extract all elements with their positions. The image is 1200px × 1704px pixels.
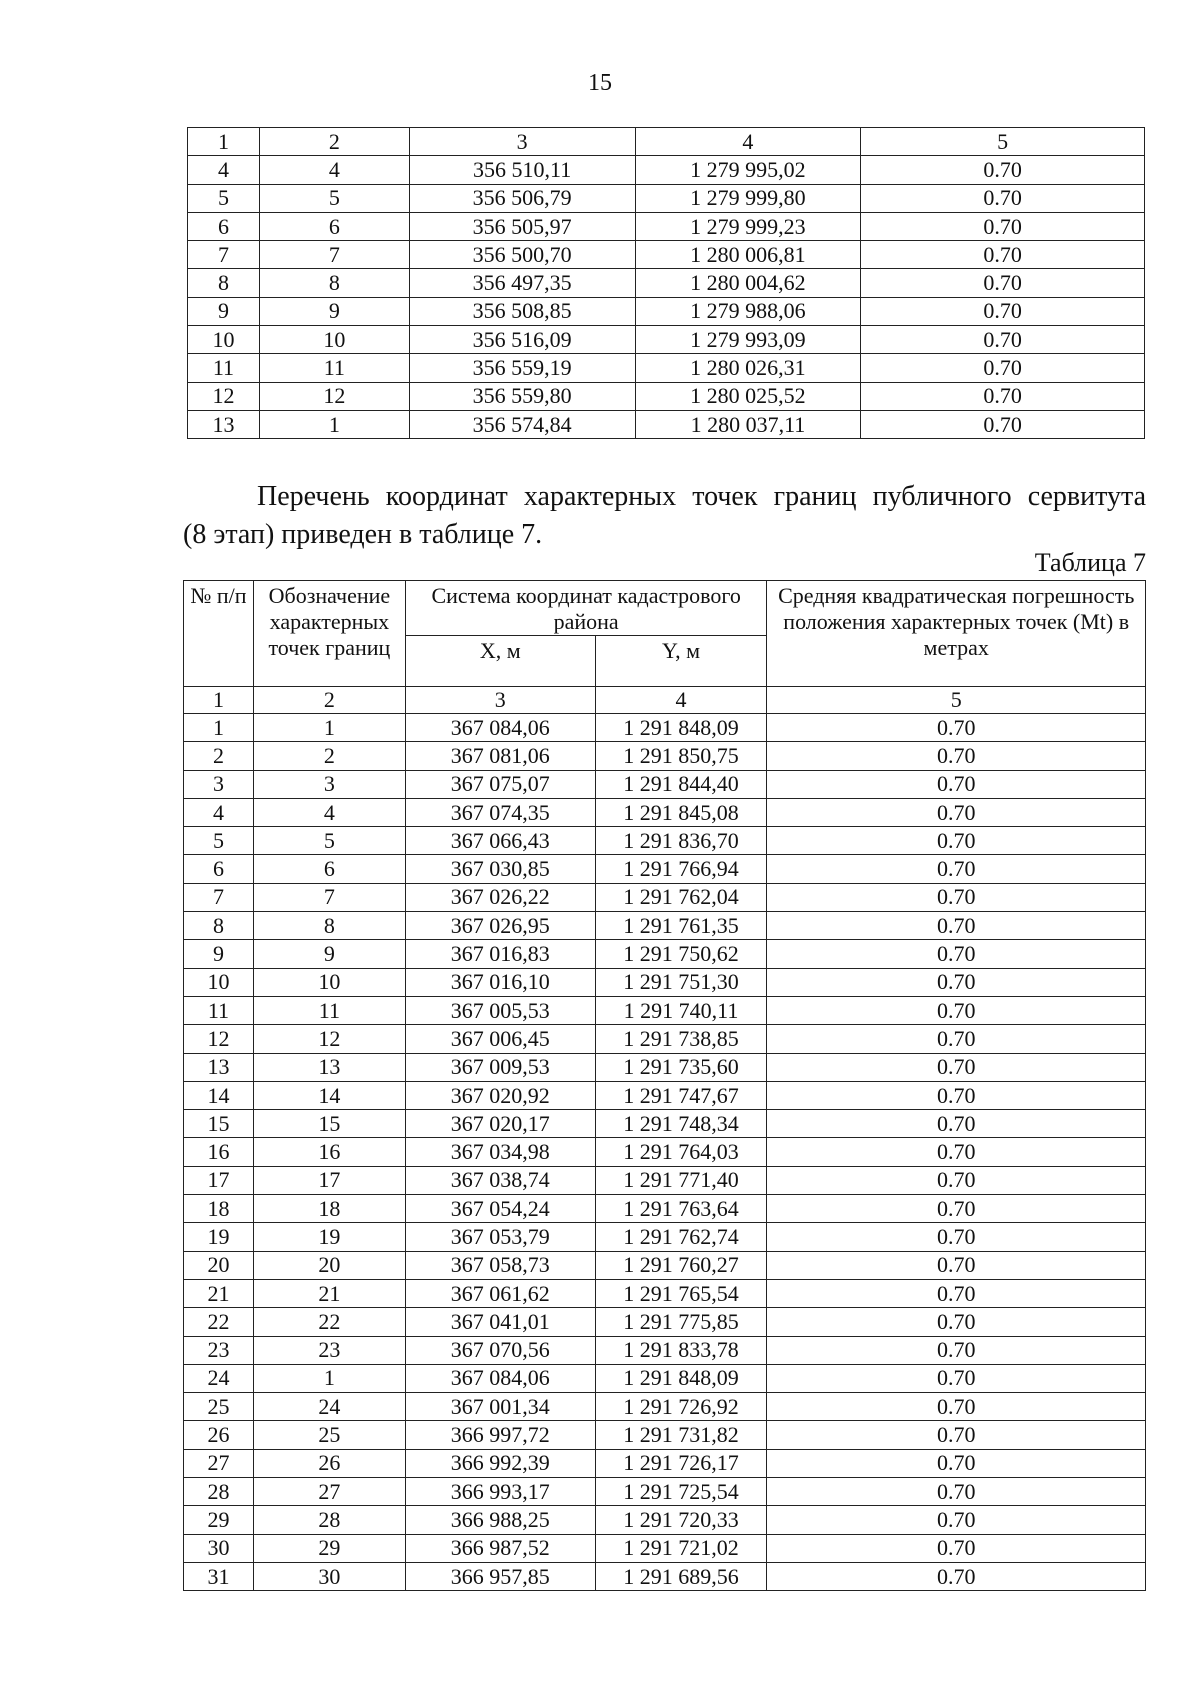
table-cell: 0.70	[767, 940, 1146, 968]
table-cell: 1 291 735,60	[595, 1053, 767, 1081]
table-cell: 11	[253, 996, 405, 1024]
table-row	[184, 1195, 1146, 1223]
table-cell: 0.70	[861, 269, 1145, 297]
table-cell: 20	[253, 1251, 405, 1279]
table-cell: 0.70	[767, 1421, 1146, 1449]
table-cell: 4	[188, 156, 260, 184]
table-cell: 1 280 006,81	[635, 241, 861, 269]
table-row	[184, 1478, 1146, 1506]
table-cell: 367 081,06	[405, 742, 595, 770]
column-number: 4	[595, 687, 767, 714]
table-cell: 1	[259, 410, 409, 438]
table-cell: 1 280 037,11	[635, 410, 861, 438]
table-cell: 24	[184, 1364, 254, 1392]
table-cell: 0.70	[767, 1336, 1146, 1364]
table-cell: 367 058,73	[405, 1251, 595, 1279]
table-cell: 8	[184, 912, 254, 940]
table-row	[184, 1393, 1146, 1421]
table-cell: 1 291 763,64	[595, 1195, 767, 1223]
table-cell: 1 291 747,67	[595, 1081, 767, 1109]
table-cell: 0.70	[767, 1279, 1146, 1307]
table-row	[184, 855, 1146, 883]
table-cell: 356 500,70	[409, 241, 635, 269]
table-cell: 28	[184, 1478, 254, 1506]
table-cell: 356 497,35	[409, 269, 635, 297]
table-cell: 9	[253, 940, 405, 968]
table-cell: 367 034,98	[405, 1138, 595, 1166]
table-cell: 10	[259, 326, 409, 354]
table-cell: 1 291 689,56	[595, 1562, 767, 1590]
table-cell: 17	[184, 1166, 254, 1194]
table-cell: 1 291 762,74	[595, 1223, 767, 1251]
table-cell: 3	[184, 770, 254, 798]
table-row	[188, 410, 1145, 438]
table-cell: 1 291 760,27	[595, 1251, 767, 1279]
header-coordinate-system: Система координат кадастрового района	[405, 581, 767, 636]
table-cell: 1 279 999,80	[635, 184, 861, 212]
table-cell: 1 280 026,31	[635, 354, 861, 382]
table-row	[188, 354, 1145, 382]
table-cell: 10	[188, 326, 260, 354]
column-number: 2	[259, 128, 409, 156]
column-number: 3	[409, 128, 635, 156]
table-cell: 19	[184, 1223, 254, 1251]
table-cell: 366 988,25	[405, 1506, 595, 1534]
table1-body	[188, 156, 1145, 439]
table-cell: 366 997,72	[405, 1421, 595, 1449]
table-cell: 26	[184, 1421, 254, 1449]
table-row	[184, 883, 1146, 911]
table-cell: 8	[259, 269, 409, 297]
table-cell: 12	[259, 382, 409, 410]
table-cell: 367 001,34	[405, 1393, 595, 1421]
table-cell: 367 053,79	[405, 1223, 595, 1251]
table-cell: 1 291 726,92	[595, 1393, 767, 1421]
table-cell: 366 957,85	[405, 1562, 595, 1590]
table-cell: 1 291 761,35	[595, 912, 767, 940]
table-cell: 2	[253, 742, 405, 770]
table-cell: 1	[253, 1364, 405, 1392]
page-number: 15	[588, 70, 612, 96]
table-cell: 11	[259, 354, 409, 382]
table-cell: 4	[184, 798, 254, 826]
table-cell: 4	[259, 156, 409, 184]
table-cell: 1 291 764,03	[595, 1138, 767, 1166]
table-cell: 0.70	[767, 827, 1146, 855]
table-cell: 1 291 765,54	[595, 1279, 767, 1307]
intro-paragraph	[183, 478, 1146, 554]
table-cell: 1 291 845,08	[595, 798, 767, 826]
table-row	[188, 212, 1145, 240]
header-num: № п/п	[184, 581, 254, 687]
table-cell: 25	[253, 1421, 405, 1449]
table-row	[188, 326, 1145, 354]
table-cell: 0.70	[861, 297, 1145, 325]
table-cell: 367 066,43	[405, 827, 595, 855]
table-row	[184, 1138, 1146, 1166]
table-cell: 0.70	[767, 1534, 1146, 1562]
table2-body	[184, 714, 1146, 1591]
table-cell: 0.70	[861, 241, 1145, 269]
table-cell: 366 992,39	[405, 1449, 595, 1477]
table-cell: 367 016,83	[405, 940, 595, 968]
table-cell: 0.70	[767, 1506, 1146, 1534]
table-cell: 1 279 999,23	[635, 212, 861, 240]
table-row	[184, 1562, 1146, 1590]
table-cell: 0.70	[767, 770, 1146, 798]
table-row	[184, 1364, 1146, 1392]
table-row	[184, 1506, 1146, 1534]
table-cell: 5	[184, 827, 254, 855]
table-cell: 367 020,17	[405, 1110, 595, 1138]
table-row	[184, 1053, 1146, 1081]
table-cell: 0.70	[767, 1478, 1146, 1506]
table-cell: 0.70	[767, 1053, 1146, 1081]
table-cell: 31	[184, 1562, 254, 1590]
table-row	[184, 770, 1146, 798]
table-cell: 0.70	[767, 1251, 1146, 1279]
table-cell: 0.70	[767, 883, 1146, 911]
table-cell: 10	[184, 968, 254, 996]
table-cell: 356 508,85	[409, 297, 635, 325]
table-cell: 0.70	[861, 354, 1145, 382]
table-cell: 367 006,45	[405, 1025, 595, 1053]
table-cell: 367 038,74	[405, 1166, 595, 1194]
table-cell: 29	[184, 1506, 254, 1534]
table-cell: 18	[184, 1195, 254, 1223]
table-row	[184, 1025, 1146, 1053]
column-number: 5	[861, 128, 1145, 156]
table-row	[184, 940, 1146, 968]
table-cell: 0.70	[767, 1195, 1146, 1223]
table-cell: 1 291 836,70	[595, 827, 767, 855]
table-cell: 1 291 740,11	[595, 996, 767, 1024]
table-cell: 30	[253, 1562, 405, 1590]
table-cell: 22	[253, 1308, 405, 1336]
table-cell: 19	[253, 1223, 405, 1251]
table-cell: 5	[253, 827, 405, 855]
table-cell: 367 041,01	[405, 1308, 595, 1336]
table-cell: 1 291 748,34	[595, 1110, 767, 1138]
table-row	[188, 382, 1145, 410]
table-cell: 356 506,79	[409, 184, 635, 212]
table-cell: 367 005,53	[405, 996, 595, 1024]
table-cell: 14	[253, 1081, 405, 1109]
table-cell: 2	[184, 742, 254, 770]
table-cell: 367 074,35	[405, 798, 595, 826]
table-cell: 24	[253, 1393, 405, 1421]
table-cell: 17	[253, 1166, 405, 1194]
table-cell: 12	[184, 1025, 254, 1053]
table-cell: 29	[253, 1534, 405, 1562]
table-row	[188, 156, 1145, 184]
table-row	[188, 297, 1145, 325]
table-cell: 1 291 850,75	[595, 742, 767, 770]
table-cell: 13	[184, 1053, 254, 1081]
table-cell: 11	[184, 996, 254, 1024]
column-number: 1	[188, 128, 260, 156]
table-cell: 28	[253, 1506, 405, 1534]
table-cell: 0.70	[767, 742, 1146, 770]
table-row	[184, 1449, 1146, 1477]
column-number: 3	[405, 687, 595, 714]
table-cell: 367 084,06	[405, 714, 595, 742]
table-cell: 367 016,10	[405, 968, 595, 996]
column-number: 2	[253, 687, 405, 714]
table-cell: 367 070,56	[405, 1336, 595, 1364]
header-designation: Обозначение характерных точек границ	[253, 581, 405, 687]
table-cell: 367 084,06	[405, 1364, 595, 1392]
table-cell: 7	[253, 883, 405, 911]
table-cell: 14	[184, 1081, 254, 1109]
intro-line: (8 этап) приведен в таблице 7.	[183, 519, 543, 550]
table-row	[184, 912, 1146, 940]
table-cell: 12	[253, 1025, 405, 1053]
table-cell: 0.70	[767, 855, 1146, 883]
table-cell: 21	[184, 1279, 254, 1307]
table-row	[188, 241, 1145, 269]
table-row	[184, 827, 1146, 855]
column-number-row	[188, 128, 1145, 156]
table-cell: 356 505,97	[409, 212, 635, 240]
table-row	[184, 742, 1146, 770]
table-row	[184, 714, 1146, 742]
table-cell: 0.70	[861, 184, 1145, 212]
table-cell: 0.70	[767, 1364, 1146, 1392]
table-cell: 356 559,80	[409, 382, 635, 410]
table-cell: 16	[184, 1138, 254, 1166]
table-cell: 6	[259, 212, 409, 240]
table-cell: 367 026,95	[405, 912, 595, 940]
table-row	[188, 184, 1145, 212]
table-cell: 367 026,22	[405, 883, 595, 911]
table-cell: 1 291 751,30	[595, 968, 767, 996]
table-cell: 0.70	[767, 1110, 1146, 1138]
table-cell: 15	[184, 1110, 254, 1138]
table-cell: 27	[184, 1449, 254, 1477]
table-cell: 1 291 833,78	[595, 1336, 767, 1364]
table-cell: 4	[253, 798, 405, 826]
table-row	[184, 1421, 1146, 1449]
table-cell: 367 075,07	[405, 770, 595, 798]
table-cell: 16	[253, 1138, 405, 1166]
table-cell: 0.70	[767, 798, 1146, 826]
column-number-row	[184, 687, 1146, 714]
table-cell: 11	[188, 354, 260, 382]
table-cell: 0.70	[767, 1081, 1146, 1109]
table-cell: 356 559,19	[409, 354, 635, 382]
header-error: Средняя квадратическая погрешность положения характерных точек (Mt) в метрах	[767, 581, 1146, 687]
table-cell: 13	[188, 410, 260, 438]
table-cell: 1 291 766,94	[595, 855, 767, 883]
table-cell: 27	[253, 1478, 405, 1506]
table-cell: 1 279 993,09	[635, 326, 861, 354]
table-cell: 26	[253, 1449, 405, 1477]
coordinates-table-continued	[187, 127, 1145, 439]
table-cell: 7	[259, 241, 409, 269]
table-row	[184, 1223, 1146, 1251]
table-cell: 1 291 725,54	[595, 1478, 767, 1506]
table-cell: 367 020,92	[405, 1081, 595, 1109]
column-number: 5	[767, 687, 1146, 714]
table-cell: 0.70	[767, 714, 1146, 742]
table-cell: 366 987,52	[405, 1534, 595, 1562]
table-cell: 367 061,62	[405, 1279, 595, 1307]
table-row	[188, 269, 1145, 297]
table-cell: 5	[188, 184, 260, 212]
table-cell: 356 510,11	[409, 156, 635, 184]
table-cell: 13	[253, 1053, 405, 1081]
table-cell: 1 280 004,62	[635, 269, 861, 297]
header-y: Y, м	[595, 636, 767, 687]
table-row	[184, 1166, 1146, 1194]
table-cell: 18	[253, 1195, 405, 1223]
table-row	[184, 996, 1146, 1024]
table-row	[184, 1279, 1146, 1307]
table-cell: 10	[253, 968, 405, 996]
table-cell: 1 291 771,40	[595, 1166, 767, 1194]
table-cell: 9	[259, 297, 409, 325]
table-cell: 0.70	[767, 968, 1146, 996]
table-cell: 0.70	[861, 326, 1145, 354]
table-cell: 1 291 720,33	[595, 1506, 767, 1534]
table-cell: 23	[184, 1336, 254, 1364]
table-cell: 367 054,24	[405, 1195, 595, 1223]
table-caption: Таблица 7	[1034, 548, 1146, 577]
table-cell: 1 279 995,02	[635, 156, 861, 184]
table-cell: 12	[188, 382, 260, 410]
table-cell: 1 291 750,62	[595, 940, 767, 968]
table-cell: 1	[184, 714, 254, 742]
table-cell: 20	[184, 1251, 254, 1279]
table-cell: 356 516,09	[409, 326, 635, 354]
table-cell: 0.70	[767, 1223, 1146, 1251]
table-row	[184, 1308, 1146, 1336]
table-cell: 0.70	[767, 912, 1146, 940]
column-number: 1	[184, 687, 254, 714]
table-cell: 22	[184, 1308, 254, 1336]
header-x: X, м	[405, 636, 595, 687]
table-cell: 8	[253, 912, 405, 940]
table-cell: 366 993,17	[405, 1478, 595, 1506]
table-cell: 0.70	[767, 996, 1146, 1024]
table-cell: 1 291 731,82	[595, 1421, 767, 1449]
table-cell: 0.70	[767, 1138, 1146, 1166]
table-row	[184, 1534, 1146, 1562]
table-row	[184, 1251, 1146, 1279]
table-cell: 23	[253, 1336, 405, 1364]
header-row	[184, 581, 1146, 636]
table-cell: 0.70	[767, 1025, 1146, 1053]
table-cell: 6	[188, 212, 260, 240]
table-cell: 1 291 775,85	[595, 1308, 767, 1336]
table-cell: 1 280 025,52	[635, 382, 861, 410]
table-cell: 0.70	[861, 156, 1145, 184]
intro-line: Перечень координат характерных точек границ публичного сервитута	[257, 481, 1146, 512]
table-cell: 367 030,85	[405, 855, 595, 883]
table-cell: 1 291 762,04	[595, 883, 767, 911]
table-cell: 1 291 721,02	[595, 1534, 767, 1562]
table-cell: 0.70	[767, 1308, 1146, 1336]
table-cell: 0.70	[767, 1166, 1146, 1194]
table-cell: 15	[253, 1110, 405, 1138]
table-cell: 356 574,84	[409, 410, 635, 438]
table-cell: 7	[188, 241, 260, 269]
table-cell: 9	[188, 297, 260, 325]
table-cell: 1 291 848,09	[595, 714, 767, 742]
table-cell: 0.70	[767, 1393, 1146, 1421]
table-cell: 7	[184, 883, 254, 911]
table-cell: 367 009,53	[405, 1053, 595, 1081]
table-cell: 21	[253, 1279, 405, 1307]
table-cell: 8	[188, 269, 260, 297]
table-cell: 1 291 844,40	[595, 770, 767, 798]
table-cell: 0.70	[861, 382, 1145, 410]
table-row	[184, 1336, 1146, 1364]
table-cell: 0.70	[861, 410, 1145, 438]
table-cell: 6	[184, 855, 254, 883]
table-cell: 1 279 988,06	[635, 297, 861, 325]
table-cell: 0.70	[767, 1449, 1146, 1477]
table-cell: 0.70	[861, 212, 1145, 240]
table-cell: 1 291 848,09	[595, 1364, 767, 1392]
table-cell: 25	[184, 1393, 254, 1421]
table-cell: 1	[253, 714, 405, 742]
table-row	[184, 1110, 1146, 1138]
table-cell: 0.70	[767, 1562, 1146, 1590]
table-cell: 30	[184, 1534, 254, 1562]
table-cell: 6	[253, 855, 405, 883]
table-cell: 9	[184, 940, 254, 968]
table-cell: 1 291 738,85	[595, 1025, 767, 1053]
table-cell: 1 291 726,17	[595, 1449, 767, 1477]
table-cell: 3	[253, 770, 405, 798]
coordinates-table-7	[183, 580, 1146, 1591]
column-number: 4	[635, 128, 861, 156]
table-cell: 5	[259, 184, 409, 212]
table-row	[184, 968, 1146, 996]
table-row	[184, 798, 1146, 826]
table-row	[184, 1081, 1146, 1109]
